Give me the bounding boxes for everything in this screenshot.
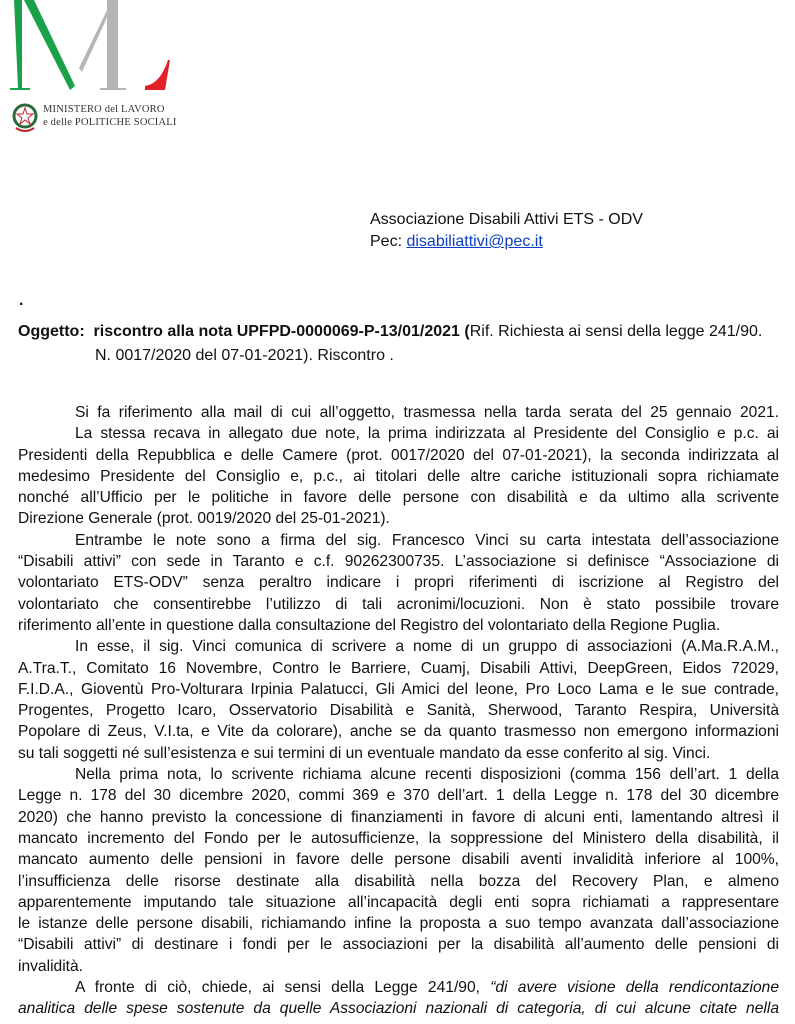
body-line: mancato incremento del Fondo per le autosufficienze, la soppressione del Ministero della disabilità, il [18,829,779,847]
body-line: Direzione Generale (prot. 0019/2020 del 25-01-2021). [18,510,390,528]
body-line: 2020) che hanno previsto la concessione di finanziamenti in favore di alcuni enti, lamentando altresì il [18,808,779,826]
body-line: F.I.D.A., Gioventù Pro-Volturara Irpinia Palatucci, Gli Amici del leone, Pro Loco Lama e le sue contrade, [18,680,779,698]
pec-label: Pec: [370,233,407,250]
body-line: volontariato che consentirebbe l’utilizzo di tali acronimi/locuzioni. Non è stato possibile trovare [18,595,779,613]
body-line [18,998,779,1019]
body-line: su tali soggetti né sull’esistenza e sui termini di un eventuale mandato da esse conferito al sig. Vinci. [18,744,711,762]
subject-bold: riscontro alla nota UPFPD-0000069-P-13/01/2021 ( [93,323,470,340]
body-line: medesimo Presidente del Consiglio e, p.c., ai titolari delle altre cariche istituzionali sopra richiamate [18,467,779,485]
body-line: Presidenti della Repubblica e delle Camere (prot. 0017/2020 del 07-01-2021), la seconda indirizzata al [18,446,779,464]
subject-label: Oggetto: [18,323,85,340]
body-line: le istanze delle persone disabili, richiamando infine la proposta a suo tempo avanzata dall’associazione [18,915,779,933]
request-intro: A fronte di ciò, chiede, ai sensi della Legge 241/90, [75,979,491,997]
body-line: riferimento all’ente in questione dalla consultazione del Registro del volontariato della Regione Puglia. [18,616,721,634]
ministry-name-line2: e delle POLITICHE SOCIALI [43,116,177,128]
body-line: Si fa riferimento alla mail di cui all’oggetto, trasmessa nella tarda serata del 25 gennaio 2021. [75,404,779,421]
body-line: volontariato ETS-ODV” senza peraltro indicare i propri riferimenti di iscrizione al Registro del [18,574,779,592]
body-line: “Disabili attivi” di destinare i fondi per le associazioni per la disabilità all’aumento delle pensioni di [18,936,779,954]
body-line: In esse, il sig. Vinci comunica di scrivere a nome di un gruppo di associazioni (A.Ma.R.A.M., [75,638,779,656]
body-line: A.Tra.T., Comitato 16 Novembre, Contro le Barriere, Cuamj, Disabili Attivi, DeepGreen, Eidos 72029, [18,659,779,677]
ministry-name [43,104,177,129]
ministry-logo [0,0,200,128]
body-line: nonché all’Ufficio per le politiche in favore delle persone con disabilità e da ultimo alla scrivente [18,489,779,507]
body-line: l’insufficienza delle risorse destinate alla disabilità nella bozza del Recovery Plan, e almeno [18,872,779,890]
pec-email-link[interactable]: disabiliattivi@pec.it [406,233,543,250]
body-line: Entrambe le note sono a firma del sig. Francesco Vinci su carta intestata dell’associazione [75,531,779,549]
recipient-name: Associazione Disabili Attivi ETS - ODV [370,211,643,228]
body-line: La stessa recava in allegato due note, la prima indirizzata al Presidente del Consiglio e p.c. ai [75,425,779,443]
dot: . [19,292,24,309]
recipient-pec [370,233,543,251]
body-line: Popolare di Zeus, V.I.ta, e Vite da colorare), anche se da quanto trasmesso non emergono informazioni [18,723,779,741]
body-line: Nella prima nota, lo scrivente richiama alcune recenti disposizioni (comma 156 dell’art. 1 della [75,766,779,784]
request-quote: “di avere visione della rendicontazione [490,979,779,997]
body-line: mancato aumento delle pensioni in favore delle persone disabili aventi invalidità inferiore al 100%, [18,851,779,869]
body-line [18,977,779,998]
request-quote-cont: analitica delle spese sostenute da quelle Associazioni nazionali di categoria, di cui alcune citate nella [18,1000,779,1018]
body-line: invalidità. [18,957,84,975]
subject-rest: Rif. Richiesta ai sensi della legge 241/90. [469,323,763,340]
letter-body [18,402,779,1020]
body-line: “Disabili attivi” con sede in Taranto e c.f. 90262300735. L’associazione si definisce “Associazione di [18,553,779,571]
ml-logo-icon [0,0,200,100]
body-line: Progentes, Progetto Icaro, Osservatorio Disabilità e Sanità, Sherwood, Taranto Respira, Università [18,702,779,720]
ministry-name-line1: MINISTERO del LAVORO [43,104,165,115]
subject [18,320,780,368]
body-line: apparentemente imputando tale situazione all’incapacità degli enti sopra richiamati a rappresentare [18,893,779,911]
body-line: Legge n. 178 del 30 dicembre 2020, commi 369 e 370 dell’art. 1 della Legge n. 178 del 30 dicembre [18,787,779,805]
emblem-icon [11,102,39,134]
subject-line2: N. 0017/2020 del 07-01-2021). Riscontro . [95,347,394,364]
